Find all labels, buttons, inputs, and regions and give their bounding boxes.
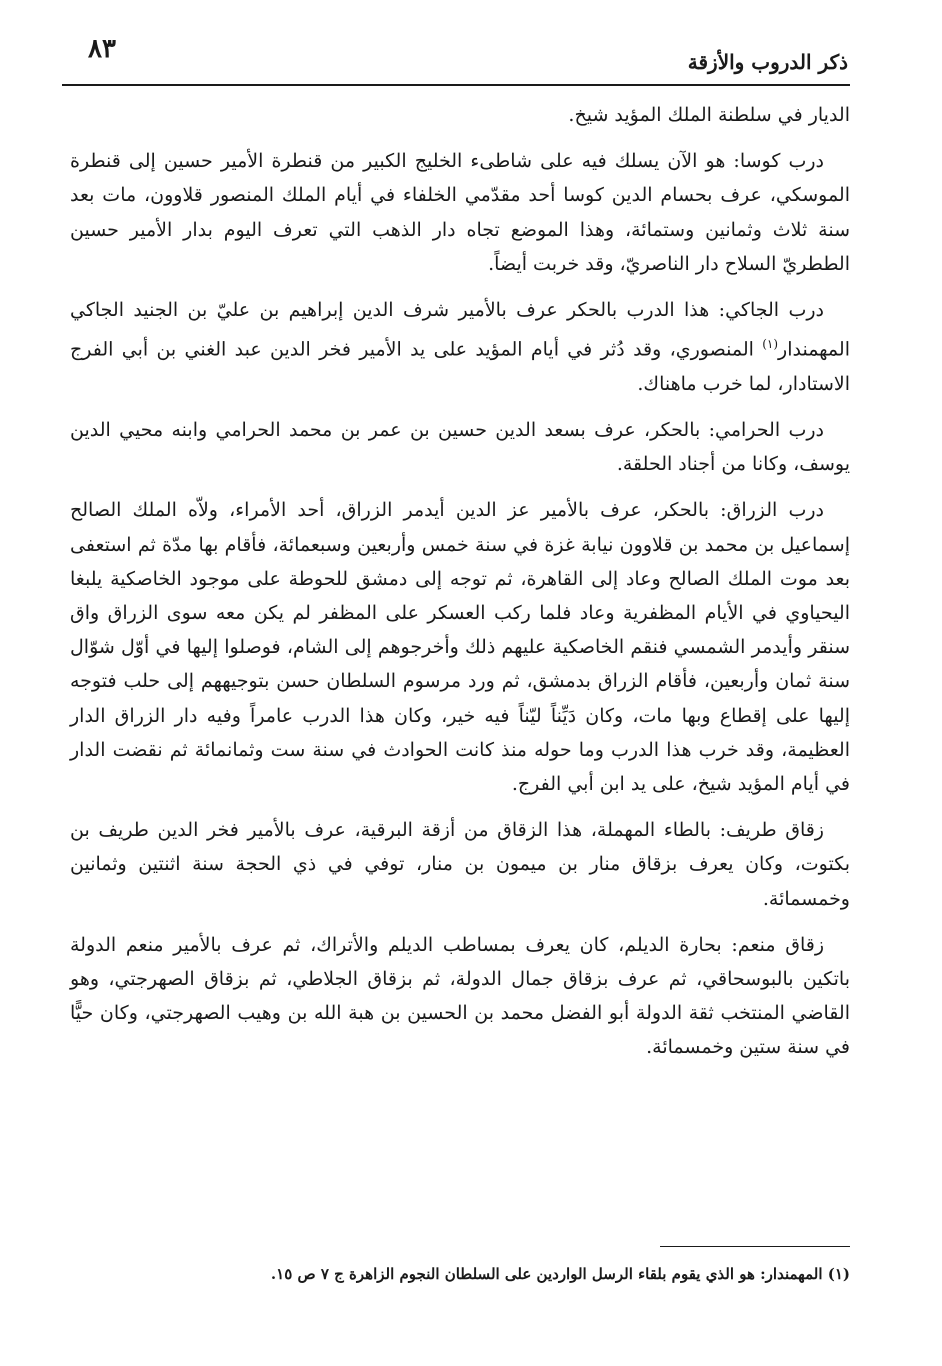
- paragraph-continuation: الديار في سلطنة الملك المؤيد شيخ.: [568, 104, 850, 126]
- paragraph-darb-al-zarraq: درب الزراق: بالحكر، عرف بالأمير عز الدين أيدمر الزراق، أحد الأمراء، ولاّه الملك الصالح إسماعيل بن محمد بن قلاوون نيابة غزة في سنة خمس وأربعين وسبعمائة، فأقام بها مدّة ثم استعفى بعد موت الملك الصالح وعاد إلى القاهرة، ثم توجه إلى دمشق للحوطة على موجود الخاصكية يلبغا اليحياوي في الأيام المظفرية وعاد فلما ركب العسكر على المظفر لم يكن معه سوى الزراق واق سنقر وأيدمر الشمسي فنقم الخاصكية عليهم ذلك وأخرجوهم إلى الشام، فوصلوا إليها في أوّل شوّال سنة ثمان وأربعين، فأقام الزراق بدمشق، ثم ورد مرسوم السلطان حسن بتوجيههم إلى حلب فتوجه إليها على إقطاع وبها مات، وكان دَيِّناً ليّناً فيه خير، وكان هذا الدرب عامراً وفيه دار الزراق الدار العظيمة، وقد خرب هذا الدرب وما حوله منذ كانت الحوادث في سنة ست وثمانمائة ثم نقضت الدار في أيام المؤيد شيخ، على يد ابن أبي الفرج.: [70, 499, 850, 795]
- running-title: ذكر الدروب والأزقة: [687, 50, 848, 74]
- jaki-continuation: المنصوري، وقد دُثر في أيام المؤيد على يد الأمير فخر الدين عبد الغني بن أبي الفرج الاستادار، لما خرب ماهناك.: [70, 338, 850, 395]
- footnote-rule: [660, 1246, 850, 1247]
- page-body: [70, 98, 850, 1077]
- paragraph-zuqaq-munim: زقاق منعم: بحارة الديلم، كان يعرف بمساطب الديلم والأتراك، ثم عرف بالأمير منعم الدولة باتكين بالبوسحاقي، ثم عرف بزقاق جمال الدولة، ثم بزقاق الجلاطي، ثم بزقاق الصهرجتي، وهو القاضي المنتخب ثقة الدولة أبو الفضل محمد بن الحسين بن هبة الله بن وهيب الصهرجتي، وكان حيًّا في سنة ستين وخمسمائة.: [70, 933, 850, 1059]
- header-rule: [62, 84, 850, 86]
- paragraph-darb-al-harami: درب الحرامي: بالحكر، عرف بسعد الدين حسين بن عمر بن محمد الحرامي وابنه محيي الدين يوسف، وكانا من أجناد الحلقة.: [70, 418, 850, 476]
- footnote-marker[interactable]: (١): [762, 337, 779, 352]
- paragraph-darb-kusa: درب كوسا: هو الآن يسلك فيه على شاطىء الخليج الكبير من قنطرة الأمير حسين إلى قنطرة الموسكي، عرف بحسام الدين كوسا أحد مقدّمي الخلفاء في أيام الملك المنصور قلاوون، مات بعد سنة ثلاث وثمانين وستمائة، وهذا الموضع تجاه دار الذهب التي تعرف اليوم بدار الأمير حسين الططريّ السلاح دار الناصريّ، وقد خربت أيضاً.: [70, 150, 850, 275]
- jaki-text: درب الجاكي: هذا الدرب بالحكر عرف بالأمير شرف الدين إبراهيم بن عليّ بن الجنيد الجاكي المهمندار: [70, 299, 850, 361]
- footnote: (١) المهمندار: هو الذي يقوم بلقاء الرسل الواردين على السلطان النجوم الزاهرة ج ٧ ص ١٥.: [270, 1265, 850, 1283]
- page-header: [70, 28, 848, 84]
- paragraph-darb-al-jaki: [70, 293, 850, 401]
- paragraph-zuqaq-tarif: زقاق طريف: بالطاء المهملة، هذا الزقاق من أزقة البرقية، عرف بالأمير فخر الدين طريف بن بكتوت، وكان يعرف بزقاق منار بن ميمون بن منار، توفي في ذي الحجة سنة اثنتين وثمانين وخمسمائة.: [70, 819, 850, 910]
- page-number: ٨٣: [88, 34, 116, 64]
